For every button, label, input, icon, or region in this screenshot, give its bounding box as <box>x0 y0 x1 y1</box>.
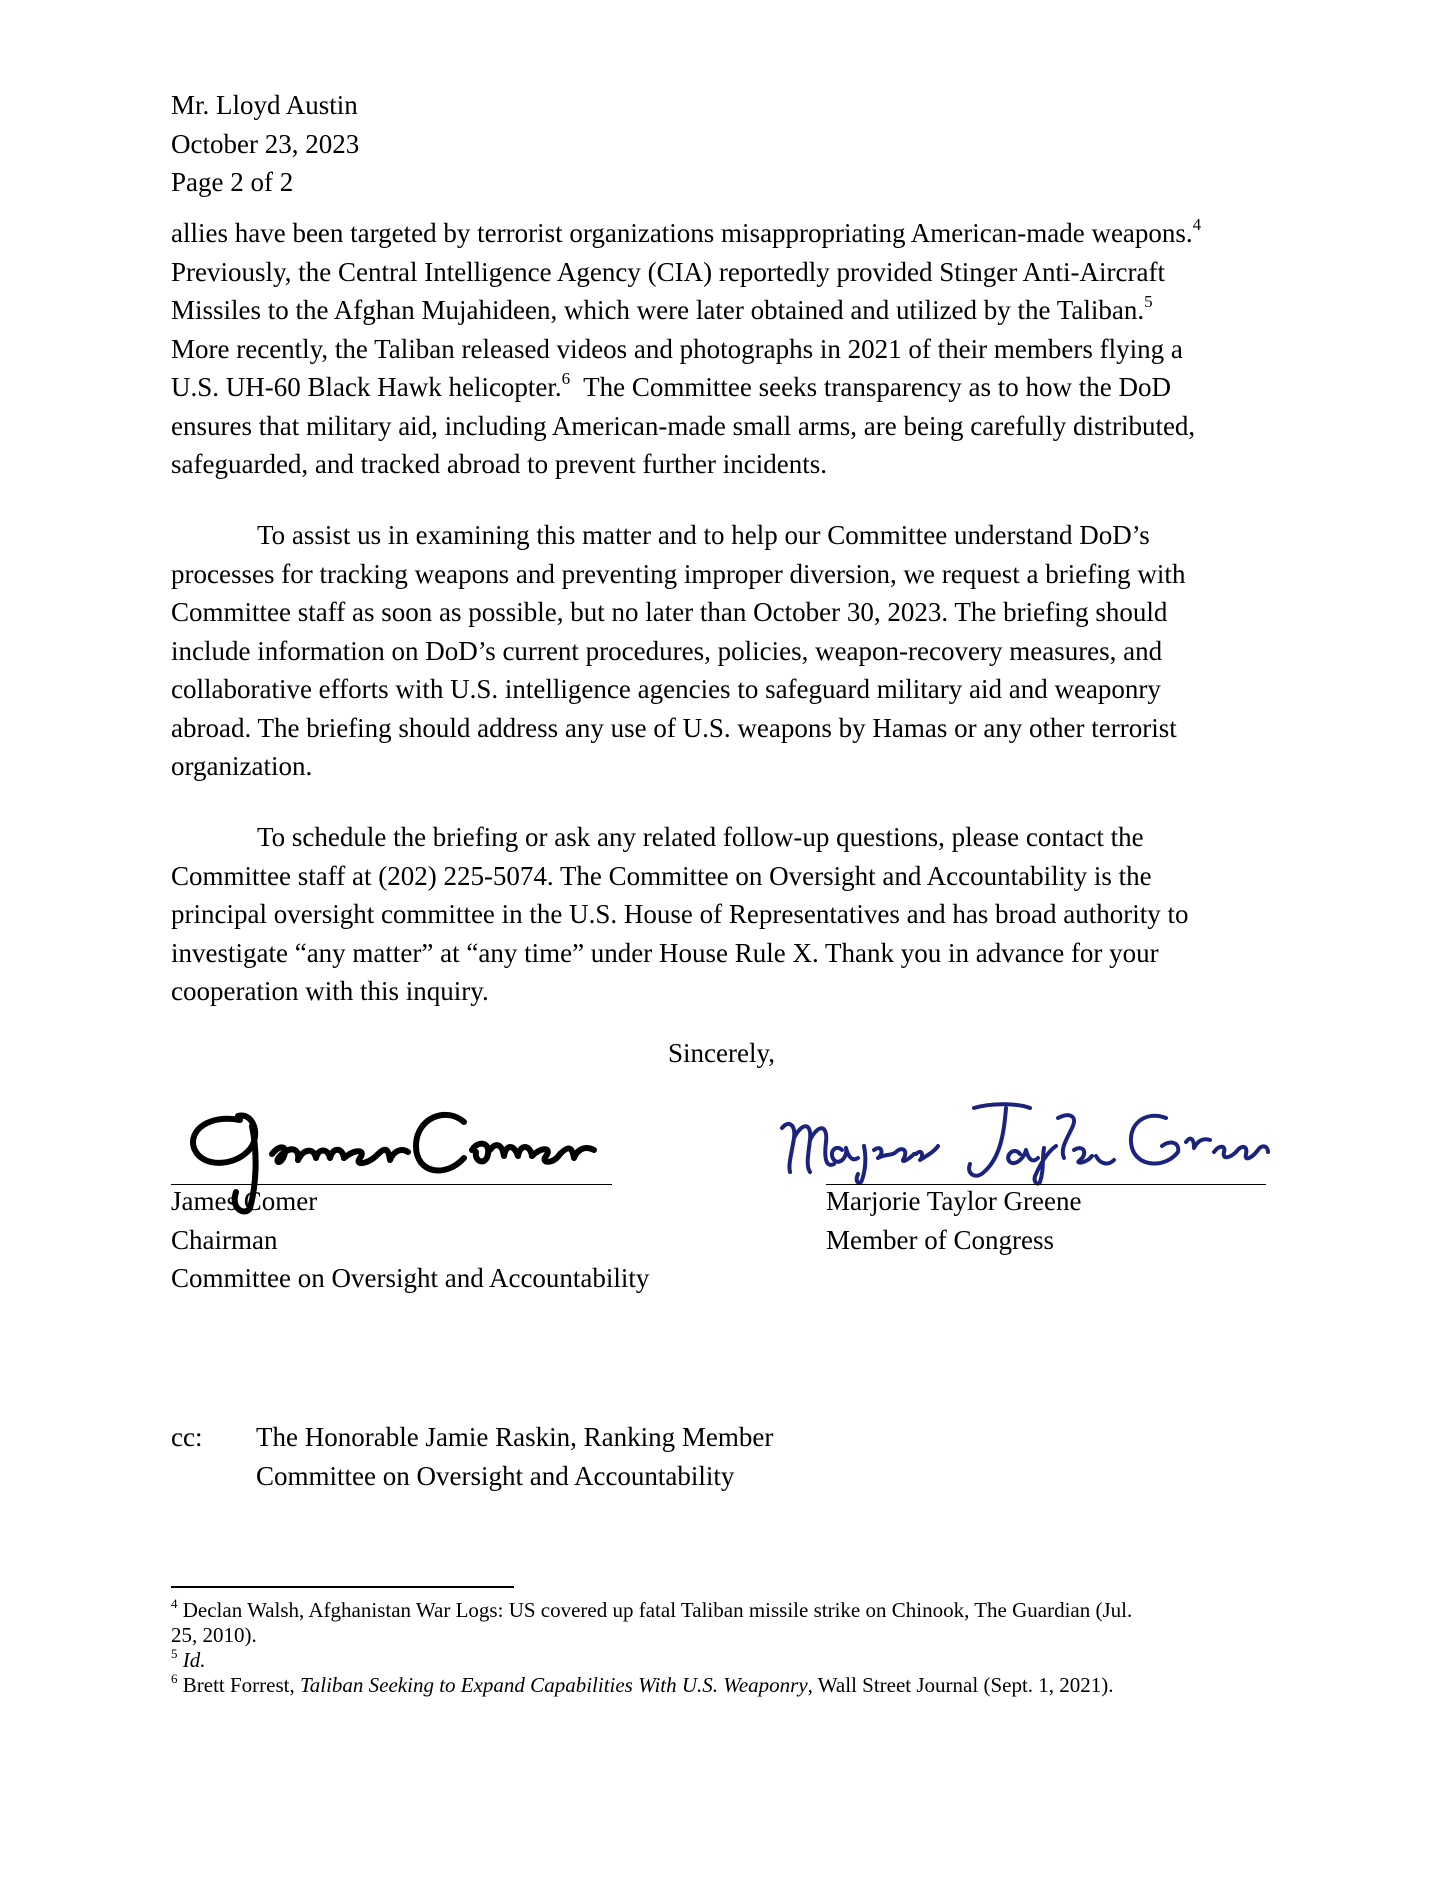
p2-line-6: abroad. The briefing should address any use of U.S. weapons by Hamas or any other terrorist <box>171 712 1177 743</box>
letter-date: October 23, 2023 <box>171 128 360 159</box>
signer-comer-title: Chairman <box>171 1224 278 1255</box>
footnote-ref-6[interactable]: 6 <box>561 369 571 388</box>
signer-greene-title: Member of Congress <box>826 1224 1054 1255</box>
footnote-4 <box>171 1598 1281 1623</box>
footnote-5-text: Id. <box>182 1648 206 1672</box>
letter-header <box>171 86 359 202</box>
footnote-4-number: 4 <box>171 1596 178 1611</box>
footnote-ref-4[interactable]: 4 <box>1192 215 1202 234</box>
footnote-6-rest: , Wall Street Journal (Sept. 1, 2021). <box>807 1673 1114 1697</box>
p1-line-6: ensures that military aid, including American-made small arms, are being carefully distributed, <box>171 410 1196 441</box>
p2-line-2: processes for tracking weapons and preventing improper diversion, we request a briefing with <box>171 558 1186 589</box>
paragraph-1 <box>171 214 1271 484</box>
signer-greene-name: Marjorie Taylor Greene <box>826 1186 1082 1216</box>
footnote-ref-5[interactable]: 5 <box>1144 292 1153 311</box>
cc-line-2: Committee on Oversight and Accountability <box>256 1460 735 1491</box>
p1-line-1: allies have been targeted by terrorist organizations misappropriating American-made weapons. <box>171 218 1193 248</box>
p1-line-3: Missiles to the Afghan Mujahideen, which were later obtained and utilized by the Taliban. <box>171 295 1145 325</box>
p1-line-4: More recently, the Taliban released videos and photographs in 2021 of their members flying a <box>171 333 1183 364</box>
signer-greene <box>826 1182 1082 1259</box>
p3-line-4: investigate “any matter” at “any time” under House Rule X. Thank you in advance for your <box>171 937 1159 968</box>
footnote-6 <box>171 1673 1281 1698</box>
page-number: Page 2 of 2 <box>171 167 294 197</box>
footnote-4-text: Declan Walsh, Afghanistan War Logs: US covered up fatal Taliban missile strike on Chinook, The Guardian (Jul. <box>177 1598 1133 1622</box>
paragraph-2 <box>171 516 1271 786</box>
p1-line-2: Previously, the Central Intelligence Agency (CIA) reportedly provided Stinger Anti-Aircraft <box>171 256 1165 287</box>
footnote-6-title: Taliban Seeking to Expand Capabilities With U.S. Weaponry <box>299 1673 808 1697</box>
signer-comer-org: Committee on Oversight and Accountability <box>171 1263 650 1293</box>
cc-line-1: The Honorable Jamie Raskin, Ranking Member <box>256 1422 774 1452</box>
closing-salutation: Sincerely, <box>668 1038 775 1068</box>
p2-line-3: Committee staff as soon as possible, but no later than October 30, 2023. The briefing should <box>171 597 1168 627</box>
footnote-separator <box>171 1586 514 1588</box>
footnote-4-cont: 25, 2010). <box>171 1623 257 1647</box>
p3-line-3: principal oversight committee in the U.S. House of Representatives and has broad authority to <box>171 899 1189 929</box>
p1-line-5a: U.S. UH-60 Black Hawk helicopter. <box>171 372 562 402</box>
p1-line-7: safeguarded, and tracked abroad to prevent further incidents. <box>171 449 827 479</box>
p1-line-5b: The Committee seeks transparency as to how the DoD <box>570 372 1172 402</box>
footnote-6-number: 6 <box>171 1671 178 1686</box>
p3-line-5: cooperation with this inquiry. <box>171 976 489 1006</box>
footnote-5-number: 5 <box>171 1646 178 1661</box>
p2-line-7: organization. <box>171 751 313 781</box>
paragraph-3 <box>171 818 1271 1011</box>
cc-recipient <box>256 1418 773 1495</box>
footnote-6-author: Brett Forrest, <box>177 1673 300 1697</box>
signature-greene-image <box>774 1094 1274 1190</box>
p2-line-1: To assist us in examining this matter and to help our Committee understand DoD’s <box>257 520 1150 550</box>
signer-comer <box>171 1182 649 1298</box>
footnote-5 <box>171 1648 1281 1673</box>
footnotes <box>171 1598 1281 1698</box>
p2-line-4: include information on DoD’s current procedures, policies, weapon-recovery measures, and <box>171 635 1163 666</box>
p3-line-2: Committee staff at (202) 225-5074. The Committee on Oversight and Accountability is the <box>171 860 1152 891</box>
signer-comer-name: James Comer <box>171 1186 318 1216</box>
p3-line-1: To schedule the briefing or ask any related follow-up questions, please contact the <box>257 822 1144 852</box>
cc-label: cc: <box>171 1422 203 1452</box>
p2-line-5: collaborative efforts with U.S. intelligence agencies to safeguard military aid and weaponry <box>171 674 1161 704</box>
recipient-name: Mr. Lloyd Austin <box>171 90 358 120</box>
